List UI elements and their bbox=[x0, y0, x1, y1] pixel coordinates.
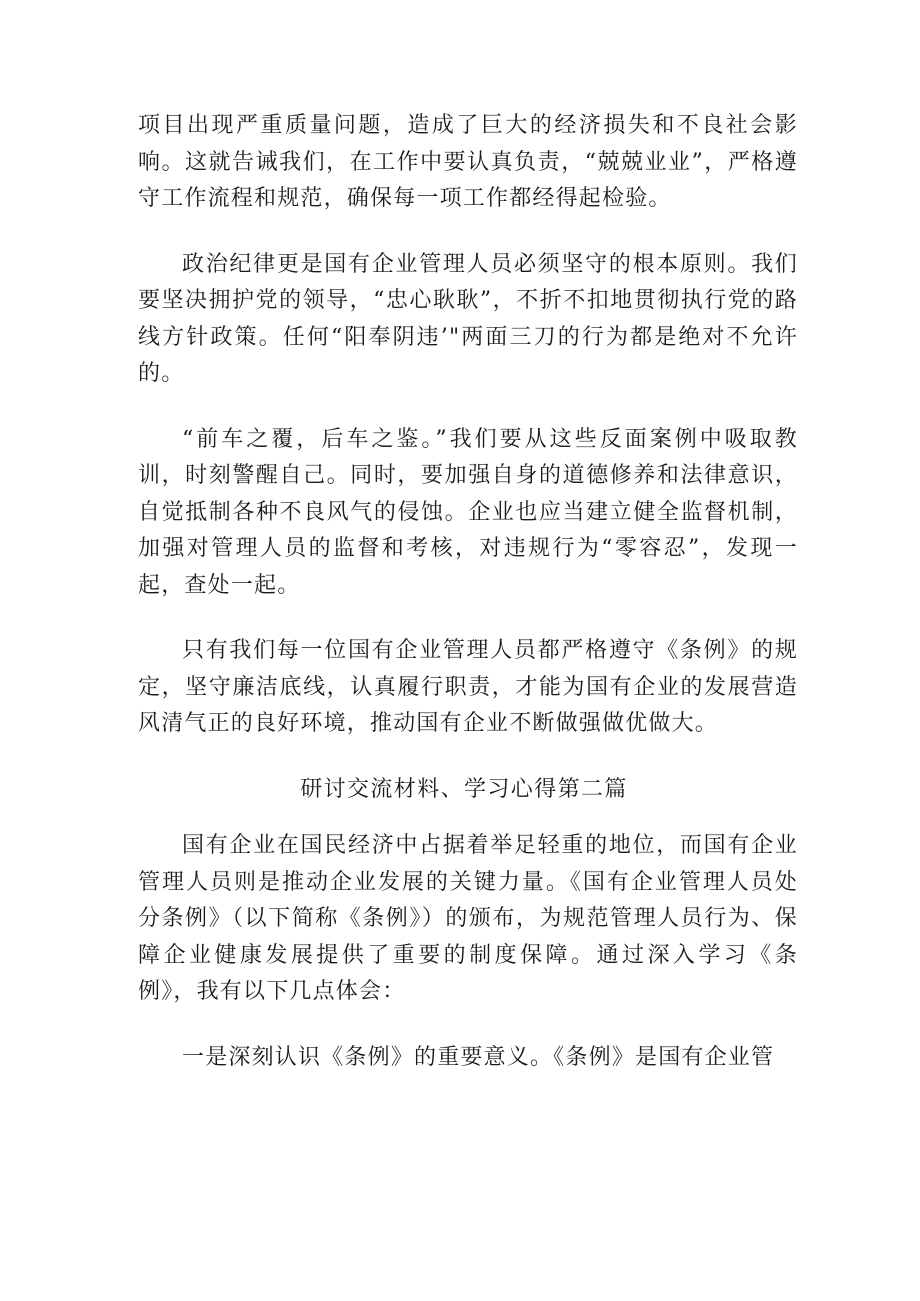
paragraph-3: “前车之覆，后车之鉴。”我们要从这些反面案例中吸取教训，时刻警醒自己。同时，要加强自身的道德修养和法律意识，自觉抵制各种不良风气的侵蚀。企业也应当建立健全监督机制，加强对管理人员的监督和考核，对违规行为“零容忍”，发现一起，查处一起。 bbox=[138, 426, 798, 598]
paragraph-2: 政治纪律更是国有企业管理人员必须坚守的根本原则。我们要坚决拥护党的领导，“忠心耿耿”，不折不扣地贯彻执行党的路线方针政策。任何“阳奉阴违’"两面三刀的行为都是绝对不允许的。 bbox=[138, 251, 798, 386]
paragraph-6: 一是深刻认识《条例》的重要意义。《条例》是国有企业管 bbox=[182, 1044, 775, 1070]
section-heading: 研讨交流材料、学习心得第二篇 bbox=[300, 776, 628, 802]
paragraph-4: 只有我们每一位国有企业管理人员都严格遵守《条例》的规定，坚守廉洁底线，认真履行职责，才能为国有企业的发展营造风清气正的良好环境，推动国有企业不断做强做优做大。 bbox=[138, 638, 798, 736]
document-page bbox=[138, 108, 798, 1105]
paragraph-1: 项目出现严重质量问题，造成了巨大的经济损失和不良社会影响。这就告诫我们，在工作中要认真负责，“兢兢业业”，严格遵守工作流程和规范，确保每一项工作都经得起检验。 bbox=[138, 113, 798, 211]
paragraph-5: 国有企业在国民经济中占据着举足轻重的地位，而国有企业管理人员则是推动企业发展的关键力量。《国有企业管理人员处分条例》（以下简称《条例》）的颁布，为规范管理人员行为、保障企业健康发展提供了重要的制度保障。通过深入学习《条例》，我有以下几点体会： bbox=[138, 833, 798, 1004]
